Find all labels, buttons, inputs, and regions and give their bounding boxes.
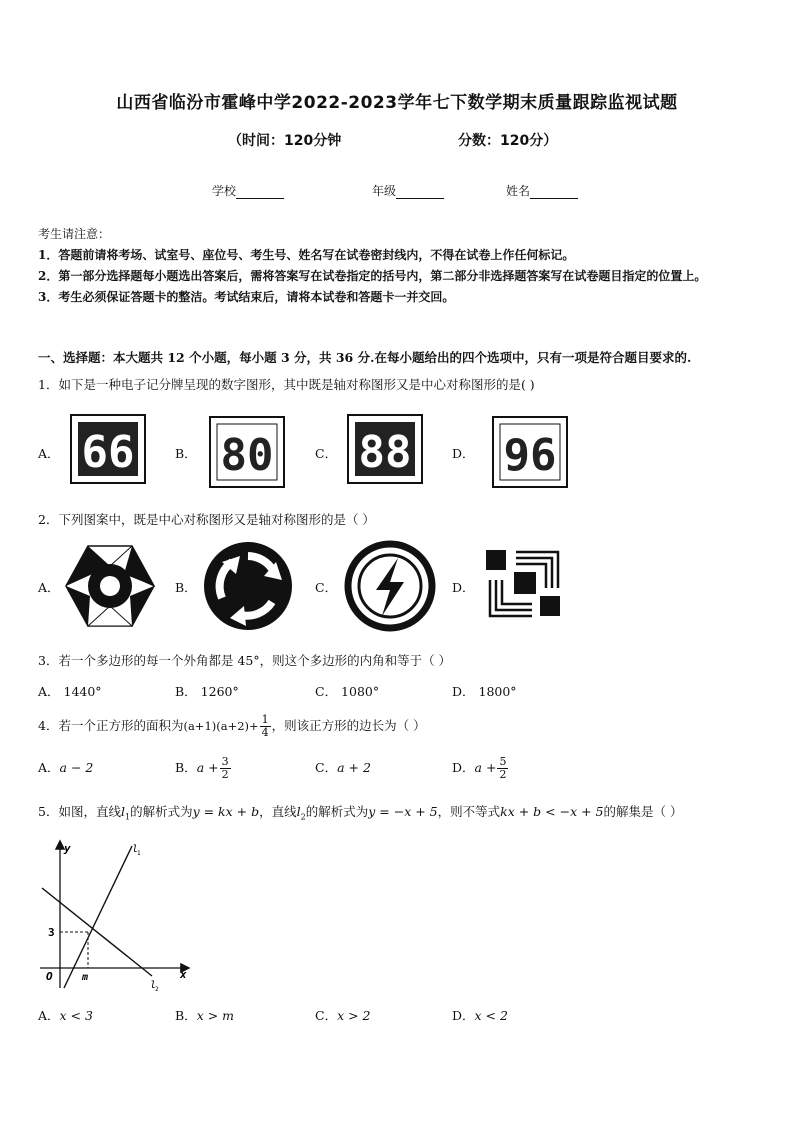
q5-option-b xyxy=(175,1006,234,1024)
q4-option-d-den: 2 xyxy=(499,768,507,781)
q4-option-c xyxy=(315,750,371,786)
q5-s2: 的解析式为 xyxy=(130,804,193,819)
grade-label: 年级 xyxy=(372,184,397,198)
q4-option-a-label: A． xyxy=(38,760,60,775)
q5-option-a-expr: x < 3 xyxy=(59,1008,93,1023)
q4-stem-start: 4．若一个正方形的面积为 xyxy=(38,718,184,733)
q5-l2-label-sub: 2 xyxy=(155,986,159,993)
q5-l1-label-sub: 1 xyxy=(137,850,141,857)
q2-stem: 2．下列图案中，既是中心对称图形又是轴对称图形的是（ ） xyxy=(38,512,375,527)
q5-three-label: 3 xyxy=(48,926,55,939)
q5-s1: 5．如图，直线 xyxy=(38,804,121,819)
q5-l2: l xyxy=(296,804,301,819)
q4-fraction-denominator: 4 xyxy=(261,726,269,739)
exam-title: 山西省临汾市霍峰中学2022-2023学年七下数学期末质量跟踪监视试题 xyxy=(116,93,678,113)
q5-x-label: x xyxy=(180,968,187,981)
q5-graph xyxy=(36,836,196,996)
q4-stem-end: ，则该正方形的边长为（ ） xyxy=(271,718,426,733)
q3-option-d: D． 1800° xyxy=(452,684,517,699)
q1-digits-a: 66 xyxy=(81,427,135,478)
q4-fraction-numerator: 1 xyxy=(261,713,269,726)
q5-l2-label: l xyxy=(150,980,157,991)
q2-option-b-roundabout-icon xyxy=(202,540,294,632)
q5-origin-label: O xyxy=(46,970,53,983)
note-item-3: 3．考生必须保证答题卡的整洁。考试结束后，请将本试卷和答题卡一并交回。 xyxy=(38,290,455,304)
q1-label-d: D． xyxy=(452,446,475,461)
q4-option-b-fraction xyxy=(220,756,231,781)
q4-option-b-label: B． xyxy=(175,760,197,775)
q4-area-expression: (a+1)(a+2)+ xyxy=(183,719,259,733)
school-label: 学校 xyxy=(212,184,237,198)
q1-label-c: C． xyxy=(315,446,338,461)
q1-label-a: A． xyxy=(38,446,60,461)
q4-option-d xyxy=(452,750,509,786)
q2-label-d: D． xyxy=(452,580,475,595)
name-label: 姓名 xyxy=(506,184,531,198)
q5-l1-label: l xyxy=(132,844,139,855)
q1-label-b: B． xyxy=(175,446,197,461)
q3-option-a: A． 1440° xyxy=(38,684,102,699)
q4-option-b-den: 2 xyxy=(221,768,229,781)
q5-option-b-expr: x > m xyxy=(196,1008,235,1023)
q2-label-c: C． xyxy=(315,580,338,595)
q4-option-b xyxy=(175,750,232,786)
q4-fraction xyxy=(260,714,271,739)
q1-digits-d: 96 xyxy=(503,430,557,481)
q2-label-a: A． xyxy=(38,580,60,595)
grade-blank xyxy=(396,186,444,199)
q4-option-b-num: 3 xyxy=(221,755,229,768)
q4-option-d-fraction xyxy=(497,756,508,781)
school-field xyxy=(212,182,284,199)
q2-option-a-hexagon-icon xyxy=(64,544,156,628)
q1-option-d-scoreboard xyxy=(492,416,568,488)
note-item-2: 2．第一部分选择题每小题选出答案后，需将答案写在试卷指定的括号内，第二部分非选择题答案写在试卷题目指定的位置上。 xyxy=(38,269,707,283)
q4-option-d-expr: a + xyxy=(474,760,497,775)
q5-option-d xyxy=(452,1006,508,1024)
q5-option-b-label: B． xyxy=(175,1008,197,1023)
q1-option-a-scoreboard xyxy=(70,414,146,484)
q5-l1-sub: 1 xyxy=(124,812,131,822)
q1-digits-b: 80 xyxy=(220,430,274,481)
q4-stem xyxy=(38,708,768,744)
q4-option-c-label: C． xyxy=(315,760,338,775)
notes-heading: 考生请注意： xyxy=(38,227,111,241)
name-blank xyxy=(530,186,578,199)
q2-label-b: B． xyxy=(175,580,197,595)
q2-option-c-lightning-icon xyxy=(344,540,436,632)
q5-l1: l xyxy=(120,804,125,819)
q4-option-d-num: 5 xyxy=(499,755,507,768)
q3-stem: 3．若一个多边形的每一个外角都是 45°，则这个多边形的内角和等于（ ） xyxy=(38,653,452,668)
q5-s4: 的解析式为 xyxy=(305,804,369,819)
school-blank xyxy=(236,186,284,199)
q5-option-a xyxy=(38,1006,93,1024)
q5-stem xyxy=(38,802,768,822)
q1-option-c-scoreboard xyxy=(347,414,423,484)
q5-option-d-label: D． xyxy=(452,1008,475,1023)
exam-score: 分数：120分） xyxy=(458,133,558,149)
q5-option-c-expr: x > 2 xyxy=(337,1008,371,1023)
note-item-1: 1．答题前请将考场、试室号、座位号、考生号、姓名写在试卷密封线内，不得在试卷上作任何标记。 xyxy=(38,248,575,262)
q5-s6: 的解集是（ ） xyxy=(603,804,683,819)
q5-s3: ，直线 xyxy=(259,804,297,819)
exam-notes xyxy=(38,224,760,308)
grade-field xyxy=(372,182,444,199)
q5-option-a-label: A． xyxy=(38,1008,60,1023)
q1-digits-c: 88 xyxy=(358,427,412,478)
q5-y-label: y xyxy=(64,842,71,855)
name-field xyxy=(506,182,578,199)
q4-option-a xyxy=(38,750,93,786)
q5-option-c xyxy=(315,1006,371,1024)
q5-eq2: y = −x + 5 xyxy=(368,804,438,819)
q4-option-a-expr: a − 2 xyxy=(59,760,94,775)
q5-m-label: m xyxy=(82,972,89,983)
q5-inequality: kx + b < −x + 5 xyxy=(500,804,604,819)
q5-line-l1 xyxy=(64,846,132,988)
q5-eq1: y = kx + b xyxy=(192,804,260,819)
q4-option-c-expr: a + 2 xyxy=(337,760,371,775)
section-heading: 一、选择题：本大题共 12 个小题，每小题 3 分，共 36 分.在每小题给出的四个选项中，只有一项是符合题目要求的. xyxy=(38,350,692,365)
q5-line-l2 xyxy=(42,888,152,976)
q3-option-b: B． 1260° xyxy=(175,684,239,699)
q3-option-c: C． 1080° xyxy=(315,684,380,699)
q4-option-b-expr: a + xyxy=(196,760,219,775)
q1-stem: 1．如下是一种电子记分牌呈现的数字图形，其中既是轴对称图形又是中心对称图形的是( ) xyxy=(38,377,535,392)
q2-option-d-pattern-icon xyxy=(484,548,564,620)
q5-option-d-expr: x < 2 xyxy=(474,1008,508,1023)
q1-option-b-scoreboard xyxy=(209,416,285,488)
q5-s5: ，则不等式 xyxy=(437,804,501,819)
q4-option-d-label: D． xyxy=(452,760,475,775)
exam-time: （时间：120分钟 xyxy=(228,133,342,149)
q5-l2-sub: 2 xyxy=(300,812,306,822)
q5-option-c-label: C． xyxy=(315,1008,338,1023)
